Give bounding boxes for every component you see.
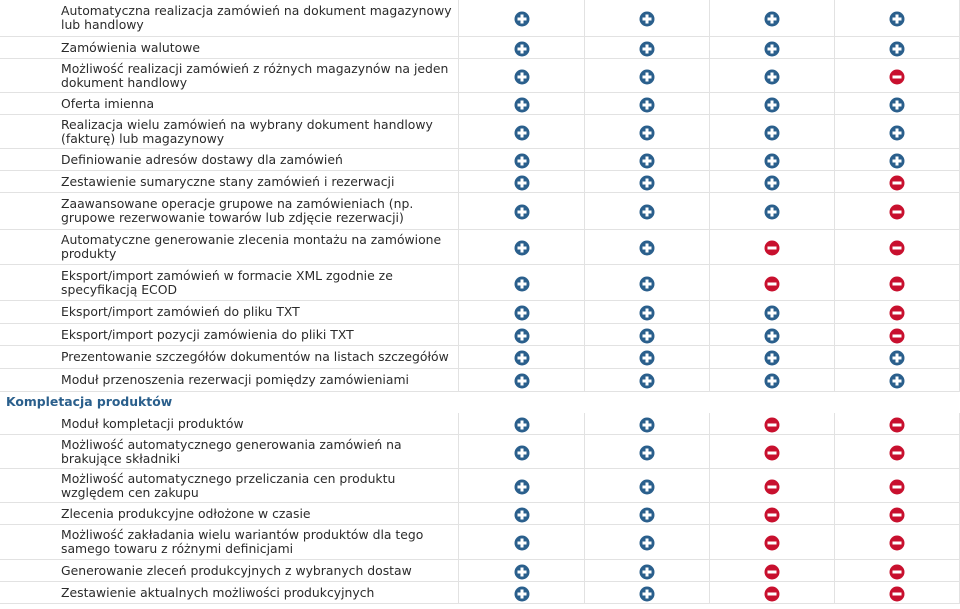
support-cell-1 <box>459 149 584 171</box>
feature-label: Moduł przenoszenia rezerwacji pomiędzy zamówieniami <box>0 369 459 392</box>
minus-circle-icon <box>889 507 905 523</box>
support-cell-2 <box>585 230 710 265</box>
plus-circle-icon <box>514 204 530 220</box>
plus-circle-icon <box>639 535 655 551</box>
feature-label: Możliwość automatycznego generowania zamówień na brakujące składniki <box>0 435 459 469</box>
plus-circle-icon <box>639 586 655 602</box>
support-cell-4 <box>835 324 960 346</box>
plus-circle-icon <box>639 240 655 256</box>
plus-circle-icon <box>889 97 905 113</box>
plus-circle-icon <box>514 445 530 461</box>
support-cell-4 <box>835 93 960 115</box>
support-cell-2 <box>585 93 710 115</box>
support-cell-3 <box>710 0 835 37</box>
support-cell-4 <box>835 265 960 301</box>
table-row <box>0 93 960 115</box>
support-cell-3 <box>710 93 835 115</box>
support-cell-2 <box>585 435 710 469</box>
support-cell-1 <box>459 37 584 59</box>
plus-circle-icon <box>514 350 530 366</box>
support-cell-1 <box>459 503 584 525</box>
support-cell-3 <box>710 435 835 469</box>
support-cell-1 <box>459 59 584 93</box>
minus-circle-icon <box>889 69 905 85</box>
support-cell-1 <box>459 582 584 604</box>
minus-circle-icon <box>764 535 780 551</box>
table-row <box>0 265 960 301</box>
table-row <box>0 435 960 469</box>
plus-circle-icon <box>889 11 905 27</box>
support-cell-4 <box>835 560 960 582</box>
table-row <box>0 369 960 392</box>
table-row <box>0 525 960 560</box>
minus-circle-icon <box>889 276 905 292</box>
minus-circle-icon <box>889 175 905 191</box>
support-cell-1 <box>459 413 584 435</box>
plus-circle-icon <box>889 350 905 366</box>
plus-circle-icon <box>764 153 780 169</box>
table-row <box>0 59 960 93</box>
minus-circle-icon <box>764 586 780 602</box>
plus-circle-icon <box>639 373 655 389</box>
support-cell-4 <box>835 59 960 93</box>
support-cell-2 <box>585 469 710 503</box>
plus-circle-icon <box>639 305 655 321</box>
minus-circle-icon <box>764 507 780 523</box>
support-cell-2 <box>585 560 710 582</box>
feature-label: Moduł kompletacji produktów <box>0 413 459 435</box>
support-cell-3 <box>710 265 835 301</box>
minus-circle-icon <box>764 417 780 433</box>
support-cell-1 <box>459 171 584 193</box>
table-row <box>0 346 960 369</box>
support-cell-2 <box>585 525 710 560</box>
support-cell-4 <box>835 413 960 435</box>
table-row <box>0 560 960 582</box>
plus-circle-icon <box>639 328 655 344</box>
plus-circle-icon <box>639 276 655 292</box>
feature-label: Zamówienia walutowe <box>0 37 459 59</box>
support-cell-1 <box>459 469 584 503</box>
support-cell-2 <box>585 265 710 301</box>
plus-circle-icon <box>764 11 780 27</box>
plus-circle-icon <box>639 175 655 191</box>
support-cell-2 <box>585 0 710 37</box>
plus-circle-icon <box>639 507 655 523</box>
table-row <box>0 171 960 193</box>
plus-circle-icon <box>764 175 780 191</box>
plus-circle-icon <box>889 41 905 57</box>
table-row <box>0 469 960 503</box>
support-cell-2 <box>585 582 710 604</box>
plus-circle-icon <box>514 175 530 191</box>
support-cell-2 <box>585 115 710 149</box>
support-cell-4 <box>835 193 960 230</box>
support-cell-4 <box>835 171 960 193</box>
support-cell-2 <box>585 301 710 324</box>
support-cell-1 <box>459 115 584 149</box>
plus-circle-icon <box>639 479 655 495</box>
plus-circle-icon <box>639 204 655 220</box>
plus-circle-icon <box>514 479 530 495</box>
support-cell-3 <box>710 171 835 193</box>
support-cell-4 <box>835 435 960 469</box>
support-cell-2 <box>585 413 710 435</box>
plus-circle-icon <box>514 276 530 292</box>
support-cell-4 <box>835 469 960 503</box>
plus-circle-icon <box>764 204 780 220</box>
feature-label: Automatyczne generowanie zlecenia montażu na zamówione produkty <box>0 230 459 265</box>
plus-circle-icon <box>514 69 530 85</box>
support-cell-1 <box>459 193 584 230</box>
table-row <box>0 582 960 604</box>
support-cell-3 <box>710 115 835 149</box>
feature-label: Możliwość automatycznego przeliczania cen produktu względem cen zakupu <box>0 469 459 503</box>
minus-circle-icon <box>889 479 905 495</box>
plus-circle-icon <box>639 350 655 366</box>
minus-circle-icon <box>889 445 905 461</box>
support-cell-2 <box>585 503 710 525</box>
support-cell-3 <box>710 324 835 346</box>
table-row <box>0 324 960 346</box>
support-cell-3 <box>710 37 835 59</box>
plus-circle-icon <box>764 350 780 366</box>
minus-circle-icon <box>889 305 905 321</box>
plus-circle-icon <box>889 125 905 141</box>
support-cell-3 <box>710 230 835 265</box>
support-cell-3 <box>710 59 835 93</box>
plus-circle-icon <box>764 69 780 85</box>
table-row <box>0 193 960 230</box>
plus-circle-icon <box>639 69 655 85</box>
support-cell-3 <box>710 193 835 230</box>
table-row <box>0 149 960 171</box>
table-row <box>0 0 960 37</box>
support-cell-1 <box>459 265 584 301</box>
support-cell-3 <box>710 582 835 604</box>
plus-circle-icon <box>639 417 655 433</box>
support-cell-1 <box>459 0 584 37</box>
minus-circle-icon <box>889 328 905 344</box>
support-cell-1 <box>459 560 584 582</box>
plus-circle-icon <box>639 41 655 57</box>
feature-label: Zlecenia produkcyjne odłożone w czasie <box>0 503 459 525</box>
plus-circle-icon <box>889 373 905 389</box>
support-cell-3 <box>710 149 835 171</box>
feature-label: Zaawansowane operacje grupowe na zamówieniach (np. grupowe rezerwowanie towarów lub zdjęcie rezerwacji) <box>0 193 459 230</box>
support-cell-4 <box>835 525 960 560</box>
support-cell-4 <box>835 37 960 59</box>
plus-circle-icon <box>639 445 655 461</box>
plus-circle-icon <box>764 41 780 57</box>
support-cell-1 <box>459 435 584 469</box>
support-cell-3 <box>710 369 835 392</box>
plus-circle-icon <box>514 564 530 580</box>
plus-circle-icon <box>764 328 780 344</box>
plus-circle-icon <box>514 97 530 113</box>
support-cell-1 <box>459 301 584 324</box>
table-row <box>0 230 960 265</box>
plus-circle-icon <box>764 305 780 321</box>
table-row <box>0 115 960 149</box>
plus-circle-icon <box>514 125 530 141</box>
support-cell-1 <box>459 93 584 115</box>
plus-circle-icon <box>514 153 530 169</box>
feature-label: Automatyczna realizacja zamówień na dokument magazynowy lub handlowy <box>0 0 459 37</box>
support-cell-1 <box>459 369 584 392</box>
support-cell-1 <box>459 346 584 369</box>
minus-circle-icon <box>889 535 905 551</box>
support-cell-4 <box>835 301 960 324</box>
minus-circle-icon <box>764 276 780 292</box>
feature-label: Zestawienie aktualnych możliwości produkcyjnych <box>0 582 459 604</box>
minus-circle-icon <box>764 479 780 495</box>
plus-circle-icon <box>514 41 530 57</box>
table-row <box>0 503 960 525</box>
minus-circle-icon <box>889 417 905 433</box>
feature-label: Realizacja wielu zamówień na wybrany dokument handlowy (fakturę) lub magazynowy <box>0 115 459 149</box>
feature-label: Oferta imienna <box>0 93 459 115</box>
feature-label: Eksport/import zamówień do pliku TXT <box>0 301 459 324</box>
support-cell-4 <box>835 346 960 369</box>
support-cell-2 <box>585 346 710 369</box>
plus-circle-icon <box>764 125 780 141</box>
minus-circle-icon <box>889 240 905 256</box>
feature-label: Eksport/import zamówień w formacie XML zgodnie ze specyfikacją ECOD <box>0 265 459 301</box>
support-cell-3 <box>710 560 835 582</box>
support-cell-4 <box>835 230 960 265</box>
minus-circle-icon <box>764 240 780 256</box>
plus-circle-icon <box>639 153 655 169</box>
support-cell-2 <box>585 369 710 392</box>
support-cell-3 <box>710 413 835 435</box>
support-cell-4 <box>835 503 960 525</box>
support-cell-4 <box>835 0 960 37</box>
support-cell-2 <box>585 149 710 171</box>
feature-label: Prezentowanie szczegółów dokumentów na listach szczegółów <box>0 346 459 369</box>
support-cell-1 <box>459 525 584 560</box>
support-cell-3 <box>710 346 835 369</box>
minus-circle-icon <box>889 564 905 580</box>
support-cell-3 <box>710 525 835 560</box>
plus-circle-icon <box>514 586 530 602</box>
support-cell-2 <box>585 324 710 346</box>
plus-circle-icon <box>764 97 780 113</box>
plus-circle-icon <box>514 373 530 389</box>
support-cell-2 <box>585 37 710 59</box>
minus-circle-icon <box>764 445 780 461</box>
plus-circle-icon <box>639 11 655 27</box>
minus-circle-icon <box>764 564 780 580</box>
section-header-row <box>0 392 960 413</box>
table-row <box>0 301 960 324</box>
support-cell-1 <box>459 230 584 265</box>
plus-circle-icon <box>889 153 905 169</box>
feature-label: Zestawienie sumaryczne stany zamówień i rezerwacji <box>0 171 459 193</box>
support-cell-4 <box>835 369 960 392</box>
plus-circle-icon <box>514 305 530 321</box>
table-row <box>0 413 960 435</box>
feature-label: Możliwość realizacji zamówień z różnych magazynów na jeden dokument handlowy <box>0 59 459 93</box>
section-title: Kompletacja produktów <box>6 394 173 409</box>
support-cell-3 <box>710 301 835 324</box>
table-row <box>0 37 960 59</box>
plus-circle-icon <box>514 417 530 433</box>
support-cell-4 <box>835 115 960 149</box>
minus-circle-icon <box>889 204 905 220</box>
feature-label: Generowanie zleceń produkcyjnych z wybranych dostaw <box>0 560 459 582</box>
plus-circle-icon <box>514 11 530 27</box>
plus-circle-icon <box>514 328 530 344</box>
plus-circle-icon <box>514 240 530 256</box>
minus-circle-icon <box>889 586 905 602</box>
support-cell-1 <box>459 324 584 346</box>
support-cell-2 <box>585 171 710 193</box>
support-cell-4 <box>835 582 960 604</box>
support-cell-2 <box>585 59 710 93</box>
support-cell-2 <box>585 193 710 230</box>
plus-circle-icon <box>764 373 780 389</box>
support-cell-4 <box>835 149 960 171</box>
plus-circle-icon <box>639 125 655 141</box>
support-cell-3 <box>710 503 835 525</box>
plus-circle-icon <box>514 535 530 551</box>
feature-label: Eksport/import pozycji zamówienia do pliki TXT <box>0 324 459 346</box>
plus-circle-icon <box>639 97 655 113</box>
plus-circle-icon <box>514 507 530 523</box>
feature-label: Definiowanie adresów dostawy dla zamówień <box>0 149 459 171</box>
support-cell-3 <box>710 469 835 503</box>
feature-label: Możliwość zakładania wielu wariantów produktów dla tego samego towaru z różnymi definicjami <box>0 525 459 560</box>
plus-circle-icon <box>639 564 655 580</box>
